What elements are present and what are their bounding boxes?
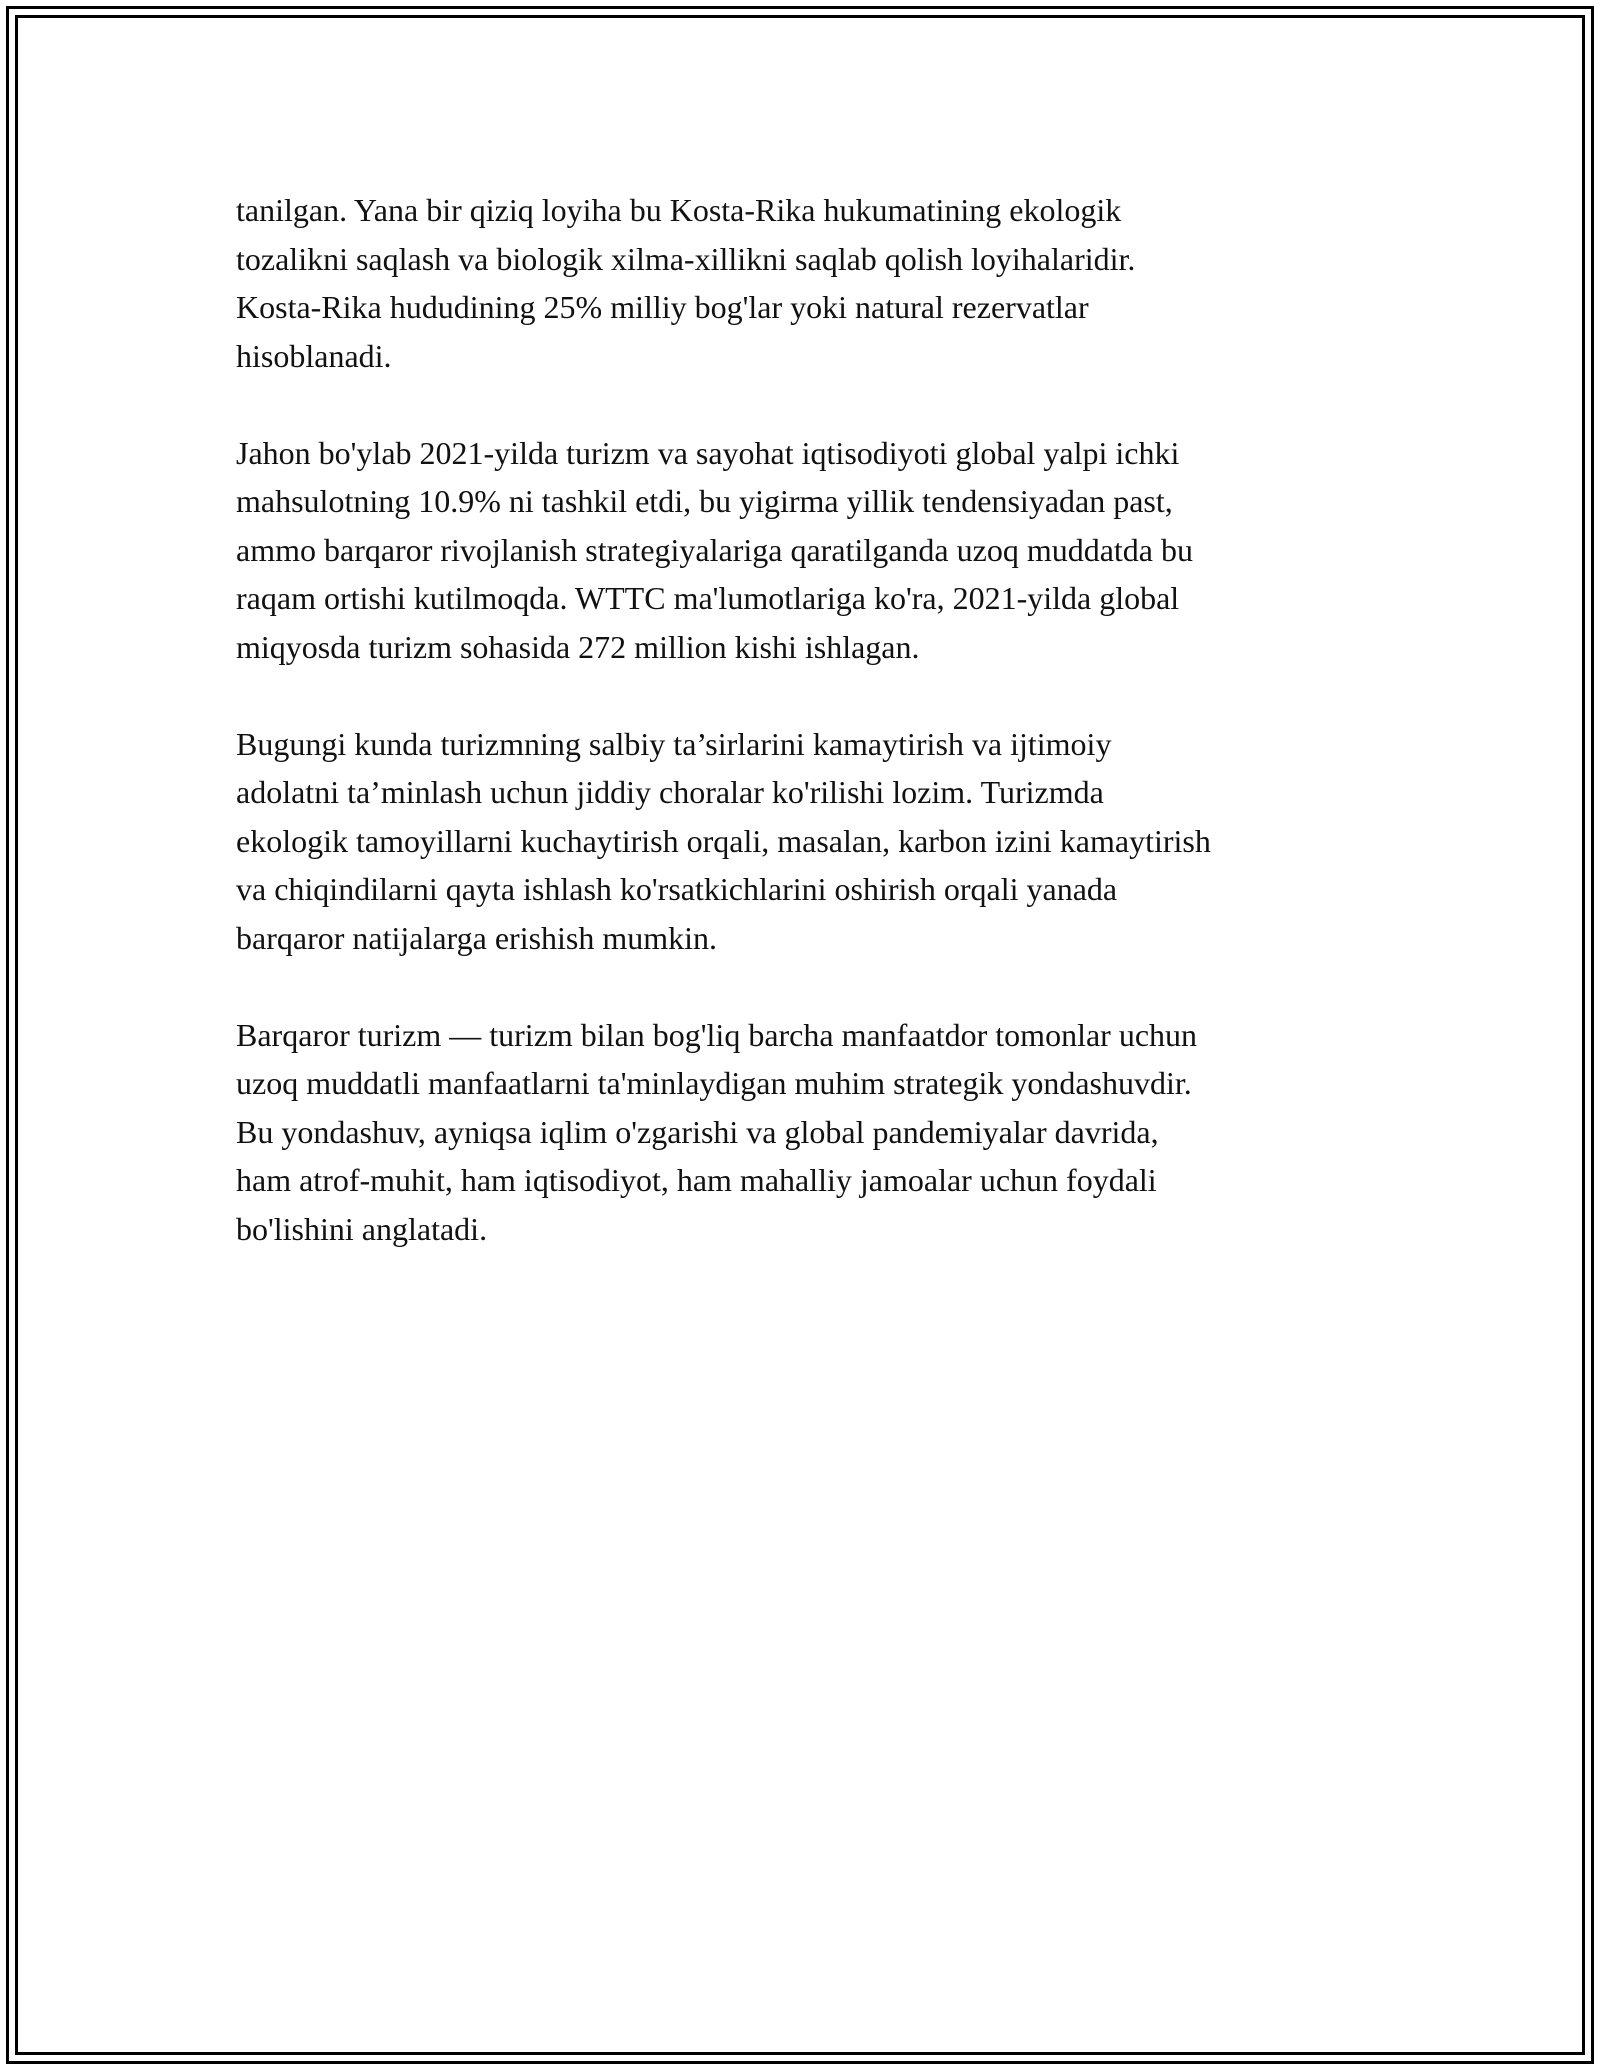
document-body [236,186,1366,1302]
paragraph-negative-impacts: Bugungi kunda turizmning salbiy ta’sirlarini kamaytirish va ijtimoiy adolatni ta’minlash uchun jiddiy choralar ko'rilishi lozim. Turizmda ekologik tamoyillarni kuchaytirish orqali, masalan, karbon izini kamaytirish va chiqindilarni qayta ishlash ko'rsatkichlarini oshirish orqali yanada barqaror natijalarga erishish mumkin. [236,725,1211,956]
paragraph-sustainable-tourism: Barqaror turizm — turizm bilan bog'liq barcha manfaatdor tomonlar uchun uzoq muddatli manfaatlarni ta'minlaydigan muhim strategik yondashuvdir. Bu yondashuv, ayniqsa iqlim o'zgarishi va global pandemiyalar davrida, ham atrof-muhit, ham iqtisodiyot, ham mahalliy jamoalar uchun foydali bo'lishini anglatadi. [236,1016,1198,1247]
paragraph-global-tourism-economy: Jahon bo'ylab 2021-yilda turizm va sayohat iqtisodiyoti global yalpi ichki mahsulotning 10.9% ni tashkil etdi, bu yigirma yillik tendensiyadan past, ammo barqaror rivojlanish strategiyalariga qaratilganda uzoq muddatda bu raqam ortishi kutilmoqda. WTTC ma'lumotlariga ko'ra, 2021-yilda global miqyosda turizm sohasida 272 million kishi ishlagan. [236,434,1193,665]
paragraph-costa-rica: tanilgan. Yana bir qiziq loyiha bu Kosta-Rika hukumatining ekologik tozalikni saqlash va biologik xilma-xillikni saqlab qolish loyihalaridir. Kosta-Rika hududining 25% milliy bog'lar yoki natural rezervatlar hisoblanadi. [236,192,1136,374]
